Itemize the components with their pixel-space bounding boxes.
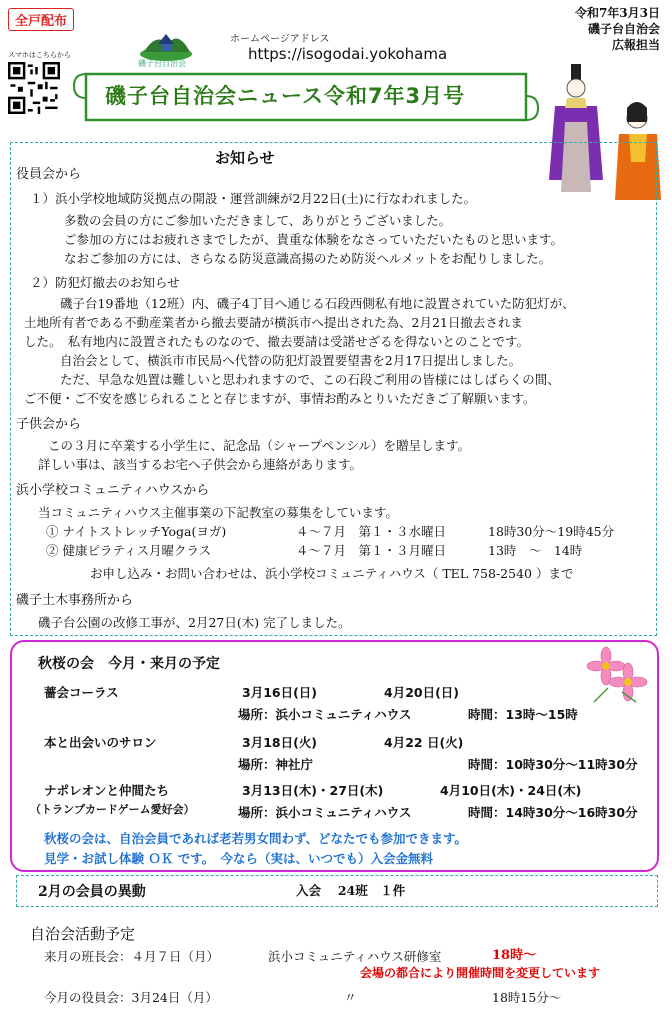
yakuin-item2-line: ただ、早急な処置は難しいと思われますので、この石段ご利用の皆様にはしばらくの間、 xyxy=(60,372,560,387)
event-name: ナポレオンと仲間たち xyxy=(44,783,170,798)
community-title: 浜小学校コミュニティハウスから xyxy=(16,483,210,498)
logo-text: 磯子台自治会 xyxy=(138,59,186,68)
org-name: 磯子台自治会 xyxy=(587,22,660,36)
kodomo-line: 詳しい事は、該当するお宅へ子供会から連絡があります。 xyxy=(38,457,363,472)
yakuin-item2-line: 土地所有者である不動産業者から撤去要請が横浜市へ提出された為、2月21日撤去されま xyxy=(24,315,523,330)
member-change-title: 2月の会員の異動 xyxy=(38,884,146,900)
activity-row1-label: 来月の班長会：４月７日（月） xyxy=(44,949,220,964)
community-contact: お申し込み・お問い合わせは、浜小学校コミュニティハウス（ TEL 758-2540 ）まで xyxy=(90,566,574,581)
activity-title: 自治会活動予定 xyxy=(30,925,136,943)
event-name: 薔会コーラス xyxy=(44,685,119,700)
event-date2: 4月10日(木)・24日(木) xyxy=(440,783,582,798)
member-join: 入会 24班 １件 xyxy=(296,883,406,898)
class2-name: ② 健康ピラティス月曜クラス xyxy=(46,543,212,558)
event-date1: 3月18日(火) xyxy=(242,735,318,750)
event-date2: 4月20日(日) xyxy=(384,685,460,700)
qr-code-icon[interactable] xyxy=(8,62,60,114)
club-title: 秋桜の会 今月・来月の予定 xyxy=(38,656,220,672)
event-place: 場所：神社庁 xyxy=(238,757,314,772)
newsletter-title: 磯子台自治会ニュース令和7年3月号 xyxy=(105,84,466,108)
event-time: 時間：14時30分～16時30分 xyxy=(468,805,638,820)
club-note: 見学・お試し体験 ＯＫ です。 今なら（実は、いつでも）入会金無料 xyxy=(44,851,433,866)
activity-row2-time: 18時15分～ xyxy=(492,990,562,1005)
event-time: 時間：10時30分～11時30分 xyxy=(468,757,638,772)
activity-row1-time: 18時～ xyxy=(492,948,537,963)
activity-row2-place: 〃 xyxy=(344,990,357,1005)
qr-label: スマホはこちらから xyxy=(8,51,71,59)
homepage-url[interactable]: https://isogodai.yokohama xyxy=(248,45,448,63)
club-note: 秋桜の会は、自治会員であれば老若男女問わず、どなたでも参加できます。 xyxy=(44,831,468,846)
event-date2: 4月22 日(火) xyxy=(384,735,464,750)
class1-time: 18時30分～19時45分 xyxy=(488,524,615,539)
event-name: 本と出会いのサロン xyxy=(44,735,157,750)
yakuin-item1-line: 多数の会員の方にご参加いただきまして、ありがとうございました。 xyxy=(64,213,452,228)
association-logo-icon xyxy=(138,22,194,62)
yakuin-title: 役員会から xyxy=(16,167,82,182)
activity-row1-place: 浜小コミュニティハウス研修室 xyxy=(268,949,442,964)
homepage-label: ホームページアドレス xyxy=(230,34,330,45)
dept-name: 広報担当 xyxy=(611,38,660,52)
kodomo-title: 子供会から xyxy=(16,417,82,432)
yakuin-item1-title: １）浜小学校地域防災拠点の開設・運営訓練が2月22日(土)に行なわれました。 xyxy=(30,191,477,206)
community-intro: 当コミュニティハウス主催事業の下記教室の募集をしています。 xyxy=(38,505,398,520)
yakuin-item2-line: した。 私有地内に設置されたものなので、撤去要請は受諾せざるを得ないとのことです。 xyxy=(24,334,530,349)
cosmos-flower-icon xyxy=(586,646,648,704)
doboku-title: 磯子土木事務所から xyxy=(16,593,134,608)
activity-row1-note: 会場の都合により開催時間を変更しています xyxy=(360,966,601,980)
activity-row2-label: 今月の役員会：3月24日（月） xyxy=(44,990,218,1005)
event-place: 場所：浜小コミュニティハウス xyxy=(238,805,412,820)
event-date1: 3月13日(木)・27日(木) xyxy=(242,783,384,798)
yakuin-item2-title: ２）防犯灯撤去のお知らせ xyxy=(30,275,180,290)
class2-time: 13時 ～ 14時 xyxy=(488,543,583,558)
yakuin-item2-line: ご不便・ご不安を感じられることと存じますが、事情お酌みとりいただきご了解願います。 xyxy=(24,391,536,406)
event-time: 時間：13時～15時 xyxy=(468,707,578,722)
yakuin-item1-line: なおご参加の方には、さらなる防災意識高揚のため防災ヘルメットをお配りしました。 xyxy=(64,251,552,266)
doboku-line: 磯子台公園の改修工事が、2月27日(木) 完了しました。 xyxy=(38,615,351,630)
event-date1: 3月16日(日) xyxy=(242,685,318,700)
class1-name: ① ナイトストレッチYoga(ヨガ) xyxy=(46,524,227,539)
event-place: 場所：浜小コミュニティハウス xyxy=(238,707,412,722)
issue-date: 令和7年3月3日 xyxy=(574,6,660,20)
notice-heading: お知らせ xyxy=(215,149,275,167)
distribution-badge: 全戸配布 xyxy=(8,8,74,31)
event-subtitle: （トランプカードゲーム愛好会） xyxy=(30,803,195,816)
class1-period: ４～７月 第１・３水曜日 xyxy=(296,524,447,539)
kodomo-line: この３月に卒業する小学生に、記念品（シャープペンシル）を贈呈します。 xyxy=(48,438,471,453)
class2-period: ４～７月 第１・３月曜日 xyxy=(296,543,447,558)
yakuin-item2-line: 磯子台19番地（12班）内、磯子4丁目へ通じる石段西側私有地に設置されていた防犯灯が、 xyxy=(60,296,575,311)
yakuin-item1-line: ご参加の方にはお疲れさまでしたが、貴重な体験をなさっていただいたものと思います。 xyxy=(64,232,564,247)
yakuin-item2-line: 自治会として、横浜市市民局へ代替の防犯灯設置要望書を2月17日提出しました。 xyxy=(60,353,522,368)
